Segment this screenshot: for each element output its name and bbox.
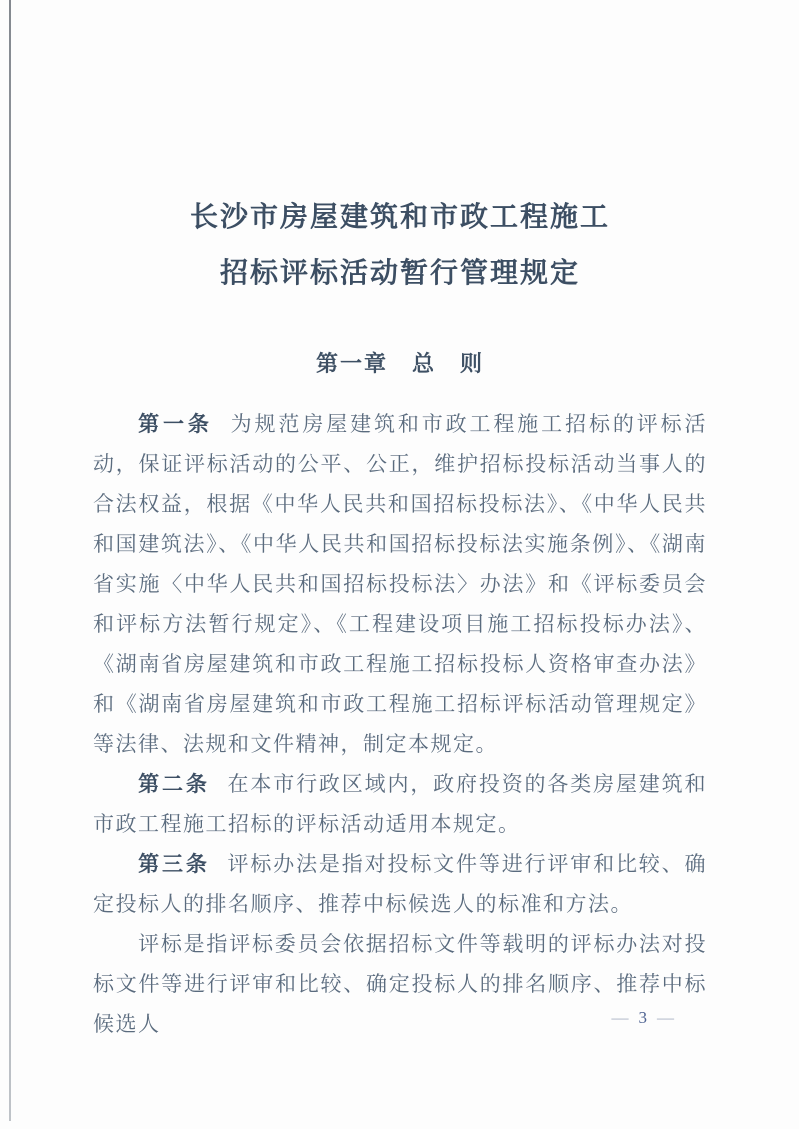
article-number-label: 第二条 (138, 772, 210, 796)
paragraph-article-1 (93, 404, 707, 764)
document-body (93, 404, 707, 1044)
footer-dash-left: — (611, 1008, 630, 1027)
document-content (93, 0, 707, 1044)
paragraph-article-3 (93, 844, 707, 924)
document-title-line-1: 长沙市房屋建筑和市政工程施工 (189, 202, 610, 233)
paragraph-text: 评标办法是指对投标文件等进行评审和比较、确定投标人的排名顺序、推荐中标候选人的标准和方法。 (93, 852, 707, 916)
paragraph-article-2 (93, 764, 707, 844)
page-footer (612, 1008, 676, 1028)
document-title-line-2: 招标评标活动暂行管理规定 (219, 258, 580, 289)
footer-dash-right: — (657, 1008, 675, 1027)
document-title (93, 190, 707, 302)
paragraph-text: 评标是指评标委员会依据招标文件等载明的评标办法对投标文件等进行评审和比较、确定投标人的排名顺序、推荐中标候选人 (93, 932, 707, 1036)
scan-edge-line (9, 0, 11, 1121)
page-number: 3 (638, 1008, 648, 1027)
chapter-heading: 第一章 总 则 (315, 351, 484, 376)
paragraph-text: 为规范房屋建筑和市政工程施工招标的评标活动，保证评标活动的公平、公正，维护招标投标活动当事人的合法权益，根据《中华人民共和国招标投标法》、《中华人民共和国建筑法》、《中华人民共和国招标投标法实施条例》、《湖南省实施〈中华人民共和国招标投标法〉办法》和《评标委员会和评标方法暂行规定》、《工程建设项目施工招标投标办法》、《湖南省房屋建筑和市政工程施工招标投标人资格审查办法》和《湖南省房屋建筑和市政工程施工招标评标活动管理规定》等法律、法规和文件精神，制定本规定。 (93, 412, 708, 756)
paragraph-text: 在本市行政区域内，政府投资的各类房屋建筑和市政工程施工招标的评标活动适用本规定。 (93, 772, 707, 836)
article-number-label: 第三条 (138, 852, 210, 876)
article-number-label: 第一条 (138, 412, 213, 436)
